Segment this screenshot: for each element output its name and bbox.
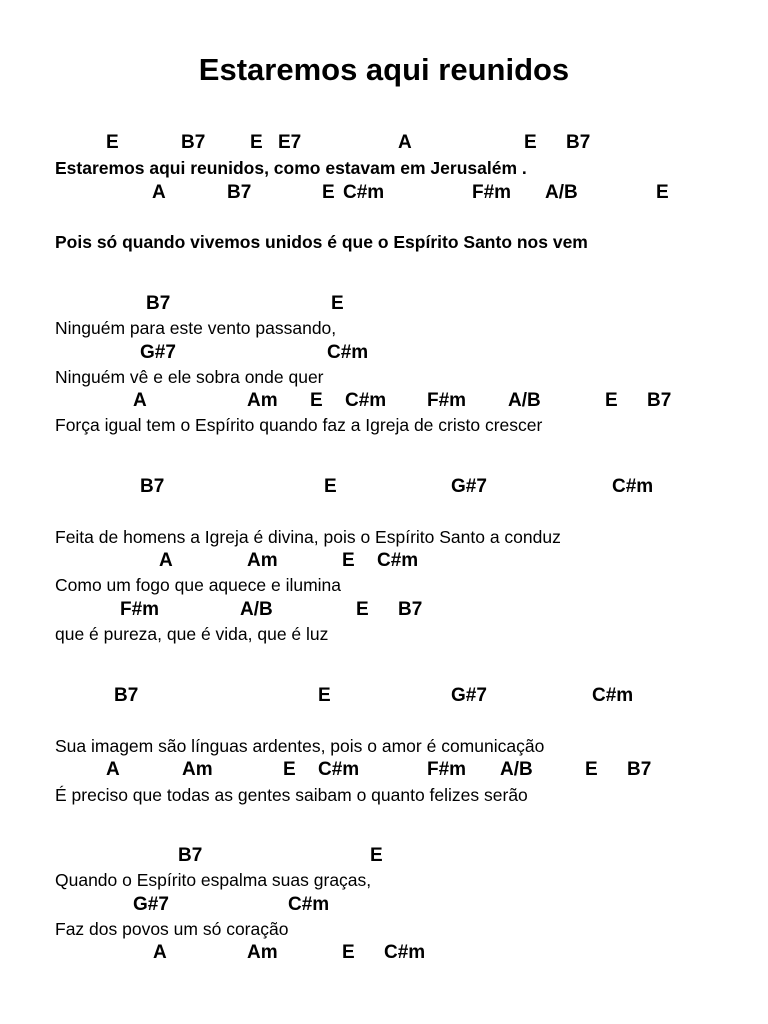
chord: A: [159, 550, 173, 571]
chord: C#m: [345, 390, 387, 411]
chord: Am: [182, 759, 213, 780]
lyric-line: Ninguém para este vento passando,: [55, 318, 337, 338]
chord: A: [133, 390, 147, 411]
lyric-line: Estaremos aqui reunidos, como estavam em Jerusalém .: [55, 158, 527, 178]
chord: C#m: [288, 894, 330, 915]
chord-line: [0, 131, 768, 155]
chord: C#m: [377, 550, 419, 571]
chord: B7: [227, 182, 252, 203]
chord: A: [152, 182, 166, 203]
chord: E: [324, 476, 337, 497]
chord-line: [0, 598, 768, 622]
chord: B7: [178, 845, 203, 866]
chord-line: [0, 475, 768, 499]
chord: G#7: [451, 476, 487, 497]
chord: A/B: [545, 182, 578, 203]
chord: Am: [247, 550, 278, 571]
chord-line: [0, 181, 768, 205]
chord: E: [250, 132, 263, 153]
chord: F#m: [120, 599, 160, 620]
chord: C#m: [384, 942, 426, 963]
chord: A/B: [500, 759, 533, 780]
chord-line: [0, 549, 768, 573]
lyric-line: Como um fogo que aquece e ilumina: [55, 575, 342, 595]
chord: Am: [247, 942, 278, 963]
chord: F#m: [427, 759, 467, 780]
lyric-line: que é pureza, que é vida, que é luz: [55, 624, 329, 644]
chord: B7: [627, 759, 652, 780]
chord: E: [585, 759, 598, 780]
chord: E: [318, 685, 331, 706]
chord: C#m: [343, 182, 385, 203]
lyric-line: Quando o Espírito espalma suas graças,: [55, 870, 372, 890]
chord: B7: [181, 132, 206, 153]
chord: E: [342, 942, 355, 963]
chord-line: [0, 893, 768, 917]
chord: G#7: [133, 894, 169, 915]
chord: C#m: [318, 759, 360, 780]
chord: E: [106, 132, 119, 153]
chord: C#m: [612, 476, 654, 497]
lyric-line: É preciso que todas as gentes saibam o quanto felizes serão: [55, 785, 528, 805]
chord: A: [106, 759, 120, 780]
chord: E: [322, 182, 335, 203]
chord: E: [310, 390, 323, 411]
lyric-line: Força igual tem o Espírito quando faz a Igreja de cristo crescer: [55, 415, 543, 435]
chord: B7: [647, 390, 672, 411]
chord-line: [0, 292, 768, 316]
chord-line: [0, 758, 768, 782]
chord: E: [331, 293, 344, 314]
chord: E7: [278, 132, 302, 153]
chord-line: [0, 341, 768, 365]
chord: E: [605, 390, 618, 411]
chord: B7: [398, 599, 423, 620]
chord: Am: [247, 390, 278, 411]
lyric-line: Ninguém vê e ele sobra onde quer: [55, 367, 324, 387]
chord: A/B: [240, 599, 273, 620]
chord-line: [0, 844, 768, 868]
chord: B7: [140, 476, 165, 497]
chord-line: [0, 941, 768, 965]
chord: A/B: [508, 390, 541, 411]
chord: E: [370, 845, 383, 866]
chord: G#7: [140, 342, 176, 363]
chord: C#m: [592, 685, 634, 706]
chord: A: [398, 132, 412, 153]
lyric-line: Faz dos povos um só coração: [55, 919, 289, 939]
lyric-line: Pois só quando vivemos unidos é que o Espírito Santo nos vem: [55, 232, 588, 252]
lyric-line: Feita de homens a Igreja é divina, pois o Espírito Santo a conduz: [55, 527, 561, 547]
chord: E: [342, 550, 355, 571]
chord: B7: [114, 685, 139, 706]
chord: F#m: [427, 390, 467, 411]
chord: B7: [146, 293, 171, 314]
page-title: Estaremos aqui reunidos: [198, 52, 570, 87]
chord-line: [0, 684, 768, 708]
chord: A: [153, 942, 167, 963]
chord: E: [283, 759, 296, 780]
chord: E: [656, 182, 669, 203]
chord: E: [356, 599, 369, 620]
chord: B7: [566, 132, 591, 153]
chord: C#m: [327, 342, 369, 363]
lyric-line: Sua imagem são línguas ardentes, pois o amor é comunicação: [55, 736, 545, 756]
chord: E: [524, 132, 537, 153]
chord: G#7: [451, 685, 487, 706]
chord-line: [0, 389, 768, 413]
chord: F#m: [472, 182, 512, 203]
